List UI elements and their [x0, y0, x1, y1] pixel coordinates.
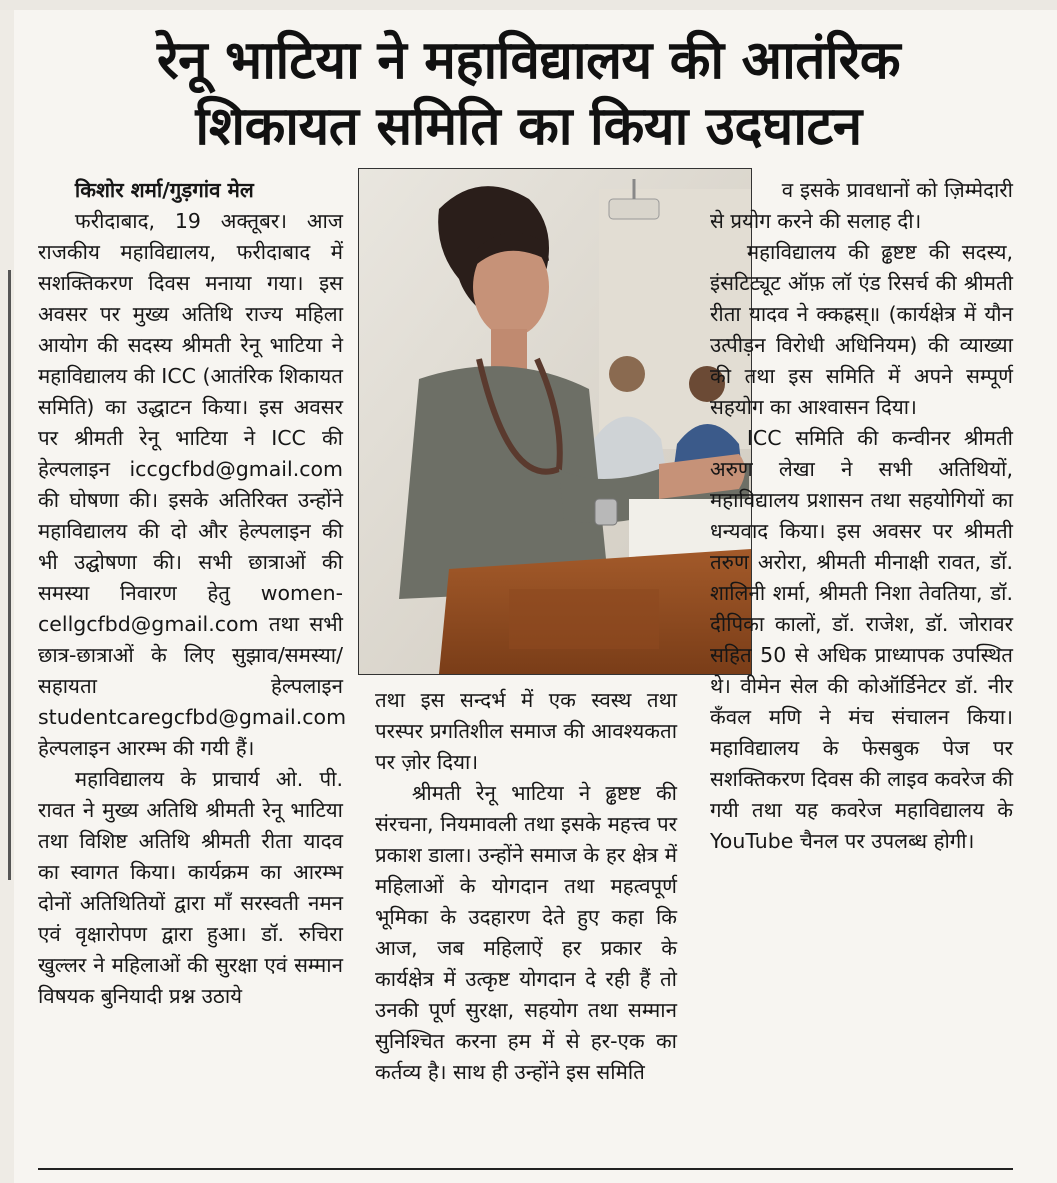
article-column-1 [38, 175, 347, 1012]
column-3-paragraph-3: ICC समिति की कन्वीनर श्रीमती अरुण लेखा ने सभी अतिथियों, महाविद्यालय प्रशासन तथा सहयोगियों का धन्यवाद किया। इस अवसर पर श्रीमती तरुण अरोरा, श्रीमती मीनाक्षी रावत, डॉ. शालिनी शर्मा, श्रीमती निशा तेवतिया, डॉ. दीपिका कालों, डॉ. राजेश, डॉ. जोरावर सहित 50 से अधिक प्राध्यापक उपस्थित थे। वीमेन सेल की कोऑर्डिनेटर डॉ. नीर कँवल मणि ने मंच संचालन किया। महाविद्यालय के फेसबुक पेज पर सशक्तिकरण दिवस की लाइव कवरेज की गयी तथा यह कवरेज महाविद्यालय के YouTube चैनल पर उपलब्ध होगी। [710, 426, 1013, 853]
adjacent-column-rule [8, 270, 11, 880]
previous-article-strip [0, 0, 1057, 10]
column-2-paragraph-2: श्रीमती रेनू भाटिया ने ढ्ढष्टष्ट की संरचना, नियमावली तथा इसके महत्त्व पर प्रकाश डाला। उन्होंने समाज के हर क्षेत्र में महिलाओं के योगदान तथा महत्वपूर्ण भूमिका के उदहारण देते हुए कहा कि आज, जब महिलाऐं हर प्रकार के कार्यक्षेत्र में उत्कृष्ट योगदान दे रही हैं तो उनकी पूर्ण सुरक्षा, सहयोग तथा सम्मान सुनिश्चित करना हम में से हर-एक का कर्तव्य है। साथ ही उन्होंने इस समिति [375, 781, 677, 1084]
bottom-rule [38, 1168, 1013, 1170]
article-column-2 [375, 685, 677, 1088]
column-1-paragraph-2: महाविद्यालय के प्राचार्य ओ. पी. रावत ने मुख्य अतिथि श्रीमती रेनू भाटिया तथा विशिष्ट अतिथि श्रीमती रीता यादव का स्वागत किया। कार्यक्रम का आरम्भ दोनों अतिथितियों द्वारा माँ सरस्वती नमन एवं वृक्षारोपण द्वारा हुआ। डॉ. रुचिरा खुल्लर ने महिलाओं की सुरक्षा एवं सम्मान विषयक बुनियादी प्रश्न उठाये [38, 767, 343, 1008]
photo-woman-speaking-at-podium [359, 169, 751, 674]
column-3-paragraph-1: व इसके प्रावधानों को ज़िम्मेदारी से प्रयोग करने की सलाह दी। [710, 178, 1013, 233]
article-headline [20, 28, 1037, 160]
column-2-paragraph-1: तथा इस सन्दर्भ में एक स्वस्थ तथा परस्पर प्रगतिशील समाज की आवश्यकता पर ज़ोर दिया। [375, 688, 677, 774]
column-1-paragraph-1: फरीदाबाद, 19 अक्तूबर। आज राजकीय महाविद्यालय, फरीदाबाद में सशक्तिकरण दिवस मनाया गया। इस अवसर पर मुख्य अतिथि राज्य महिला आयोग की सदस्य श्रीमती रेनू भाटिया ने महाविद्यालय की ICC (आतंरिक शिकायत समिति) का उद्धाटन किया। इस अवसर पर श्रीमती रेनू भाटिया ने ICC की हेल्पलाइन iccgcfbd@gmail.com की घोषणा की। इसके अतिरिक्त उन्होंने महाविद्यालय की दो और हेल्पलाइन की भी उद्घोषणा की। सभी छात्राओं की समस्या निवारण हेतु women-cellgcfbd@gmail.com तथा सभी छात्र-छात्राओं के लिए सुझाव/समस्या/सहायता हेल्पलाइन studentcaregcfbd@gmail.com हेल्पलाइन आरम्भ की गयी हैं। [38, 209, 347, 760]
adjacent-article-margin [0, 10, 14, 1183]
article-photo [358, 168, 752, 675]
byline: किशोर शर्मा/गुड़गांव मेल [74, 178, 254, 202]
headline-line-1: रेनू भाटिया ने महाविद्यालय की आतंरिक [156, 30, 901, 91]
headline-line-2: शिकायत समिति का किया उदघाटन [195, 96, 862, 157]
column-3-paragraph-2: महाविद्यालय की ढ्ढष्टष्ट की सदस्य, इंसटिट्यूट ऑफ़ लॉ एंड रिसर्च की श्रीमती रीता यादव ने क्कह्रस्॥ (कार्यक्षेत्र में यौन उत्पीड़न विरोधी अधिनियम) की व्याख्या की तथा इस समिति में अपने सम्पूर्ण सहयोग का आश्वासन दिया। [710, 240, 1013, 419]
article-column-3 [710, 175, 1013, 857]
